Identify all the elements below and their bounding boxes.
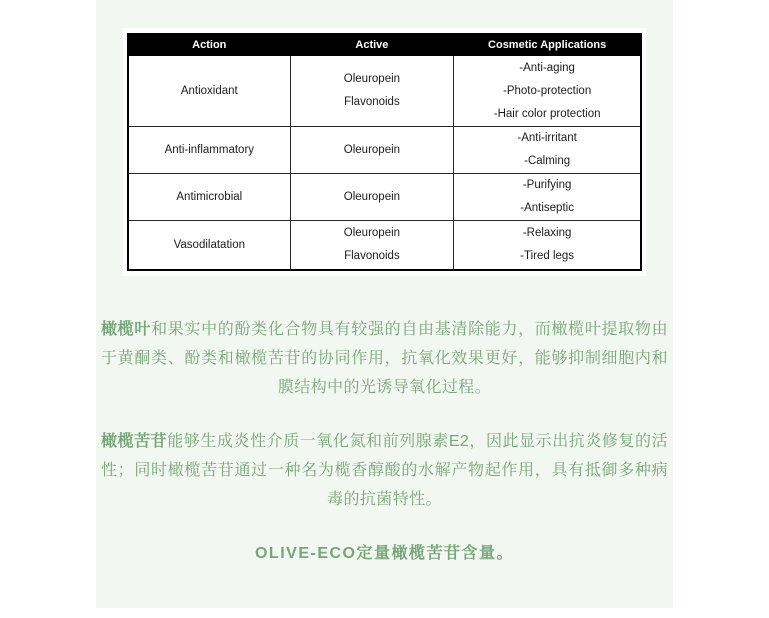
active-cell — [290, 174, 454, 221]
cell-line: Antioxidant — [180, 84, 238, 97]
cell-line: -Relaxing — [522, 227, 572, 239]
paragraph-lead-olive-leaf: 橄榄叶 — [101, 321, 152, 338]
cell-line: -Antiseptic — [520, 202, 574, 214]
table-row — [128, 127, 641, 174]
table-row — [128, 56, 641, 127]
cell-line: Oleuropein — [343, 143, 401, 156]
action-cell — [128, 127, 290, 174]
paragraph-text-oleuropein: 能够生成炎性介质一氧化氮和前列腺素E2，因此显示出抗炎修复的活性；同时橄榄苦苷通过一种名为榄香醇酸的水解产物起作用，具有抵御多种病毒的抗菌特性。 — [101, 433, 668, 508]
cell-line: -Tired legs — [520, 250, 575, 262]
column-header-cosmetic-applications: Cosmetic Applications — [454, 34, 641, 56]
paragraph-text-olive-leaf: 和果实中的酚类化合物具有较强的自由基清除能力，而橄榄叶提取物由于黄酮类、酚类和橄榄苦苷的协同作用，抗氧化效果更好，能够抑制细胞内和膜结构中的光诱导氧化过程。 — [101, 321, 669, 396]
table-header-row — [128, 34, 641, 56]
table-row — [128, 174, 641, 221]
cell-line: -Calming — [524, 155, 571, 167]
actives-table — [127, 33, 642, 271]
applications-cell — [454, 127, 641, 174]
paragraph-lead-oleuropein: 橄榄苦苷 — [101, 433, 168, 450]
column-header-action: Action — [128, 34, 290, 56]
table-row — [128, 221, 641, 271]
cell-line: -Anti-irritant — [517, 132, 577, 144]
content-column — [96, 0, 673, 608]
cell-line: Oleuropein — [343, 227, 401, 239]
action-cell — [128, 56, 290, 127]
cell-line: Vasodilatation — [173, 238, 245, 251]
table-card — [123, 28, 646, 276]
cell-line: Anti-inflammatory — [164, 143, 255, 156]
cell-line: Flavonoids — [344, 250, 400, 262]
cell-line: -Anti-aging — [519, 61, 575, 74]
paragraph-oleuropein — [96, 427, 673, 514]
action-cell — [128, 221, 290, 271]
column-header-active: Active — [290, 34, 454, 56]
cell-line: Antimicrobial — [176, 190, 243, 203]
active-cell — [290, 56, 454, 127]
cell-line: Oleuropein — [343, 190, 401, 203]
applications-cell — [454, 56, 641, 127]
cell-line: -Photo-protection — [503, 84, 592, 97]
action-cell — [128, 174, 290, 221]
cell-line: Oleuropein — [343, 73, 401, 85]
applications-cell — [454, 221, 641, 271]
active-cell — [290, 127, 454, 174]
cell-line: -Purifying — [522, 179, 572, 191]
paragraph-olive-leaf — [96, 315, 673, 402]
cell-line: -Hair color protection — [493, 107, 601, 120]
applications-cell — [454, 174, 641, 221]
active-cell — [290, 221, 454, 271]
footer-claim: OLIVE-ECO定量橄榄苦苷含量。 — [254, 545, 514, 562]
cell-line: Flavonoids — [344, 96, 400, 108]
